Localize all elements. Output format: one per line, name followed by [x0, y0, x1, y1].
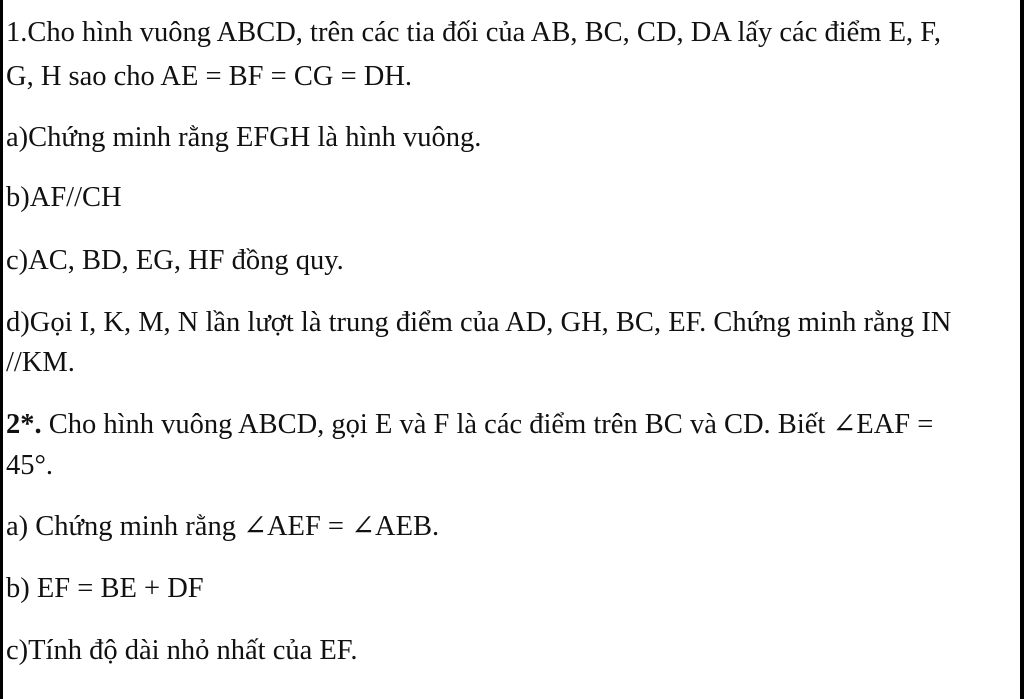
left-border	[0, 0, 3, 699]
problem1-part-c: c)AC, BD, EG, HF đồng quy.	[6, 245, 344, 276]
problem2-part-b: b) EF = BE + DF	[6, 573, 204, 604]
problem2-part-c: c)Tính độ dài nhỏ nhất của EF.	[6, 635, 358, 666]
problem1-statement-line1: 1.Cho hình vuông ABCD, trên các tia đối của AB, BC, CD, DA lấy các điểm E, F,	[6, 17, 941, 48]
problem1-part-d-line1: d)Gọi I, K, M, N lần lượt là trung điểm của AD, GH, BC, EF. Chứng minh rằng IN	[6, 307, 952, 338]
problem2-statement-text: Cho hình vuông ABCD, gọi E và F là các điểm trên BC và CD. Biết ∠EAF =	[41, 409, 934, 440]
problem1-part-d-line2: //KM.	[6, 347, 75, 378]
problem1-statement-line2: G, H sao cho AE = BF = CG = DH.	[6, 61, 413, 92]
problem2-number: 2*.	[6, 409, 42, 440]
problem1-part-a: a)Chứng minh rằng EFGH là hình vuông.	[6, 122, 482, 153]
problem2-part-a: a) Chứng minh rằng ∠AEF = ∠AEB.	[6, 511, 440, 542]
problem1-part-b: b)AF//CH	[6, 182, 122, 213]
problem2-statement-line1	[6, 404, 933, 446]
right-border	[1020, 0, 1024, 699]
problem2-statement-line2: 45°.	[6, 450, 54, 481]
